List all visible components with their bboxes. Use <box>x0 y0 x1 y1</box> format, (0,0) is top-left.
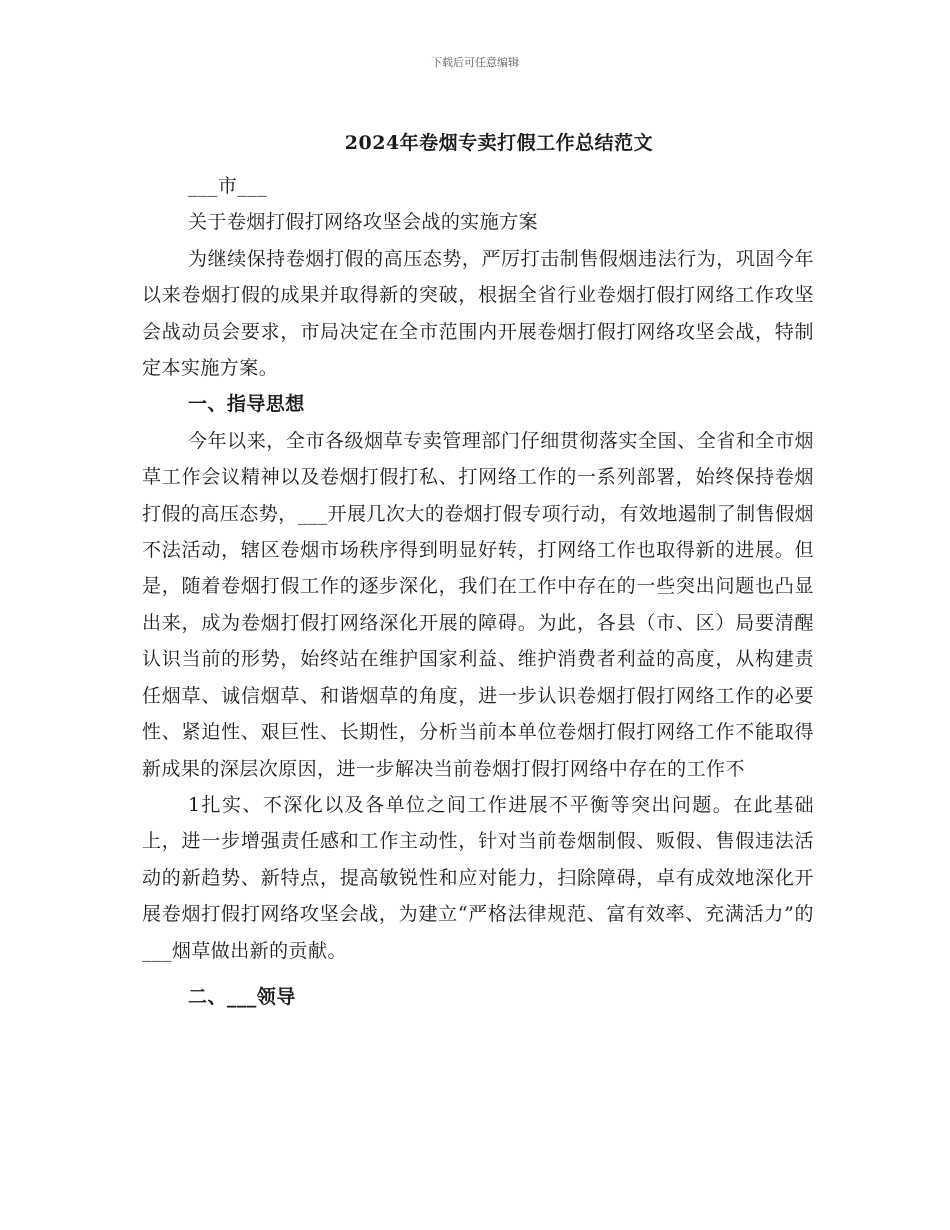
section-1-paragraph: 今年以来，全市各级烟草专卖管理部门仔细贯彻落实全国、全省和全市烟草工作会议精神以及卷烟打假打私、打网络工作的一系列部署，始终保持卷烟打假的高压态势，___开展几次大的卷烟打假专项行动，有效地遏制了制售假烟不法活动，辖区卷烟市场秩序得到明显好转，打网络工作也取得新的进展。但是，随着卷烟打假工作的逐步深化，我们在工作中存在的一些突出问题也凸显出来，成为卷烟打假打网络深化开展的障碍。为此，各县（市、区）局要清醒认识当前的形势，始终站在维护国家利益、维护消费者利益的高度，从构建责任烟草、诚信烟草、和谐烟草的角度，进一步认识卷烟打假打网络工作的必要性、紧迫性、艰巨性、长期性，分析当前本单位卷烟打假打网络工作不能取得新成果的深层次原因，进一步解决当前卷烟打假打网络中存在的工作不 <box>142 429 814 780</box>
intro-paragraph: 为继续保持卷烟打假的高压态势，严厉打击制售假烟违法行为，巩固今年以来卷烟打假的成果并取得新的突破，根据全省行业卷烟打假打网络工作攻坚会战动员会要求，市局决定在全市范围内开展卷烟打假打网络攻坚会战，特制定本实施方案。 <box>142 247 814 380</box>
city-line: ___市___ <box>188 175 268 197</box>
document-title: 2024年卷烟专卖打假工作总结范文 <box>344 132 654 154</box>
section-1-paragraph-continued: 1扎实、不深化以及各单位之间工作进展不平衡等突出问题。在此基础上，进一步增强责任感和工作主动性，针对当前卷烟制假、贩假、售假违法活动的新趋势、新特点，提高敏锐性和应对能力，扫除障碍，卓有成效地深化开展卷烟打假打网络攻坚会战，为建立“严格法律规范、富有效率、充满活力”的___烟草做出新的贡献。 <box>142 793 814 962</box>
section-heading-2: 二、___领导 <box>188 985 296 1008</box>
plan-title-line: 关于卷烟打假打网络攻坚会战的实施方案 <box>188 211 539 234</box>
section-heading-1: 一、指导思想 <box>188 393 305 416</box>
document-body <box>142 168 814 1015</box>
page-header: 下载后可任意编辑 <box>431 56 519 69</box>
